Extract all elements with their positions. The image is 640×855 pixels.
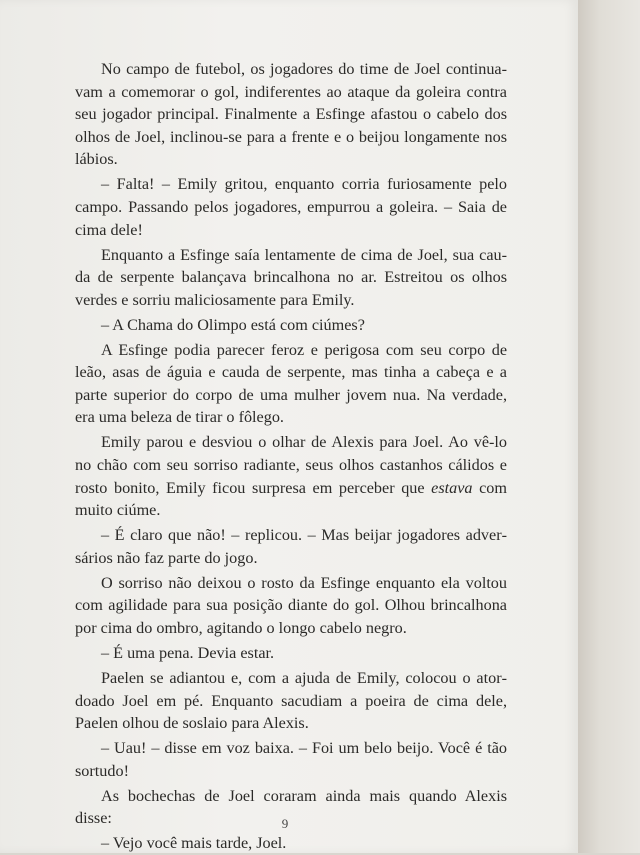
paragraph: – É claro que não! – replicou. – Mas beijar jogadores adversários não faz parte do jogo. (75, 526, 507, 567)
paragraph: No campo de futebol, os jogadores do time de Joel continuavam a comemorar o gol, indiferentes ao ataque da goleira contra seu jogador principal. Finalmente a Esfinge afastou o cabelo dos olhos de Joel, inclinou-se para a frente e o beijou longamente nos lábios. (75, 60, 507, 169)
paragraph: – É uma pena. Devia estar. (101, 643, 275, 662)
paragraph: – A Chama do Olimpo está com ciúmes? (101, 315, 365, 334)
paragraph: Paelen se adiantou e, com a ajuda de Emily, colocou o atordoado Joel em pé. Enquanto sacudiam a poeira de cima dele, Paelen olhou de soslaio para Alexis. (75, 668, 507, 733)
paragraph: Emily parou e desviou o olhar de Alexis para Joel. Ao vê-lo no chão com seu sorriso radiante, seus olhos castanhos cálidos e rosto bonito, Emily ficou surpresa em perceber que estava com muito ciúme. (75, 433, 507, 520)
paragraph: – Vejo você mais tarde, Joel. (101, 834, 287, 853)
paragraph: A Esfinge podia parecer feroz e perigosa com seu corpo de leão, asas de águia e cauda de serpente, mas tinha a cabeça e a parte superior do corpo de uma mulher jovem nua. Na verdade, era uma beleza de tirar o fôlego. (75, 340, 507, 427)
paragraph: O sorriso não deixou o rosto da Esfinge enquanto ela voltou com agilidade para sua posição diante do gol. Olhou brincalhona por cima do ombro, agitando o longo cabelo negro. (75, 573, 507, 637)
paragraph: – Uau! – disse em voz baixa. – Foi um belo beijo. Você é tão sortudo! (75, 739, 507, 780)
paragraph: As bochechas de Joel coraram ainda mais quando Alexis disse: (75, 786, 507, 828)
adjacent-page-edge (578, 0, 640, 853)
page-number: 9 (281, 816, 289, 831)
body-text (75, 58, 507, 855)
paragraph: – Falta! – Emily gritou, enquanto corria furiosamente pelo campo. Passando pelos jogadores, empurrou a goleira. – Saia de cima dele! (75, 175, 507, 239)
italic-emphasis: estava (431, 478, 473, 497)
paragraph: Enquanto a Esfinge saía lentamente de cima de Joel, sua cauda de serpente balançava brincalhona no ar. Estreitou os olhos verdes e sorriu maliciosamente para Emily. (75, 245, 507, 309)
